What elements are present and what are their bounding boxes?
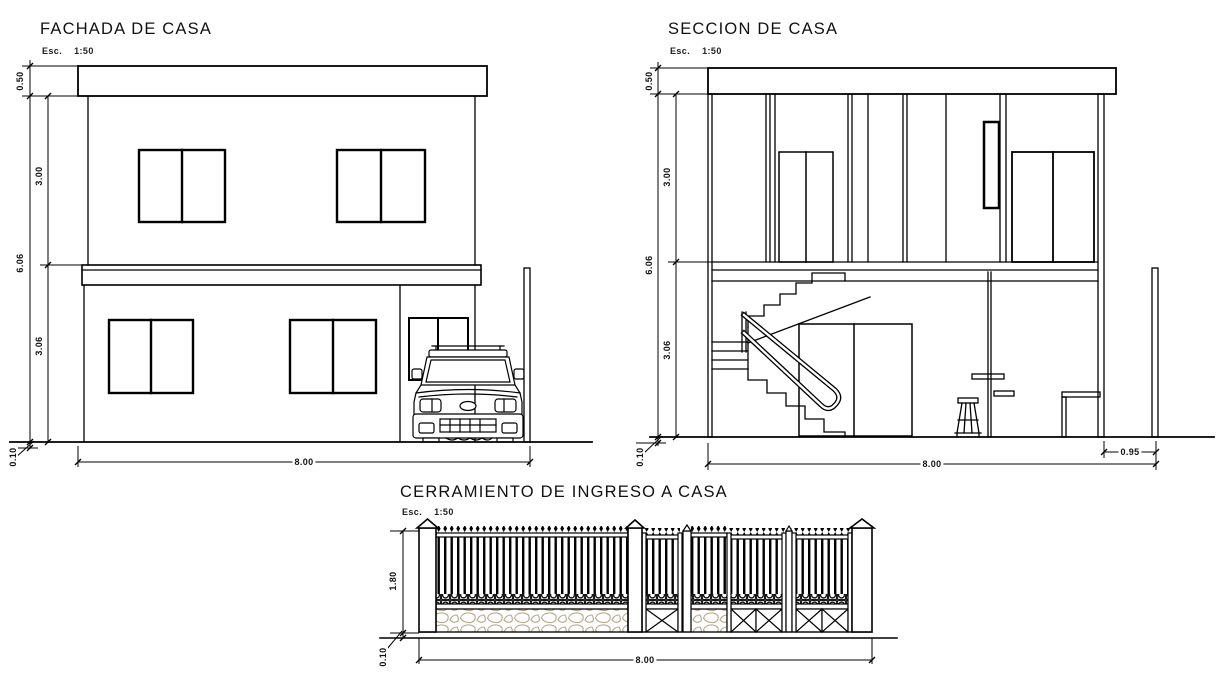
fence-scale	[402, 507, 454, 517]
car-headlight-right	[495, 399, 516, 412]
facade-scale-value: 1:50	[74, 46, 94, 56]
fence-title: CERRAMIENTO DE INGRESO A CASA	[400, 483, 728, 501]
facade-roof-slab	[78, 66, 487, 96]
facade-boundary-post	[524, 268, 530, 442]
fence-mid-post	[683, 531, 691, 632]
car-foglight-right	[502, 423, 517, 433]
facade-dim-ticks	[27, 63, 533, 465]
fence-scale-value: 1:50	[434, 507, 454, 517]
section-dim-side-offset: 0.95	[1120, 447, 1140, 457]
facade-title: FACHADA DE CASA	[40, 20, 213, 38]
facade-upper-window-right	[337, 150, 425, 222]
fence-pillar-right-cap	[850, 519, 874, 528]
section-roof-slab	[708, 68, 1116, 94]
gate-center-post	[786, 531, 792, 632]
facade-drawing	[10, 66, 592, 442]
facade-ground-window-mid	[290, 320, 376, 393]
fence-scale-label: Esc.	[402, 507, 423, 517]
section-right-wall	[1098, 94, 1104, 437]
facade-dim-ground: 3.06	[34, 336, 44, 356]
fence-mid-post-finial	[683, 525, 691, 531]
car-hood	[416, 390, 520, 398]
section-dimensions	[636, 62, 1159, 470]
car	[412, 346, 524, 442]
section-dim-plinth: 0.10	[635, 447, 645, 467]
gate-x-panels	[646, 609, 848, 632]
car-roof	[429, 350, 507, 357]
car-emblem	[460, 402, 476, 411]
facade-scale	[42, 46, 94, 56]
car-mirror-right	[514, 369, 524, 379]
facade-upper-walls	[88, 96, 475, 265]
section-drawing	[650, 68, 1214, 437]
fence-stone-base-left	[436, 609, 628, 632]
section-upper-partitions	[766, 94, 1006, 262]
fence-pillar-right	[852, 528, 872, 632]
section-left-wall	[708, 94, 712, 437]
section-scale-value: 1:50	[702, 46, 722, 56]
bar-shelf	[994, 391, 1014, 396]
pedestrian-gate-stile-right	[678, 533, 682, 632]
bar-furniture	[955, 272, 1100, 437]
facade-dim-total: 6.06	[15, 253, 25, 273]
section-cut-window	[984, 122, 999, 208]
car-headlight-left	[420, 399, 441, 412]
facade-dim-upper: 3.00	[34, 166, 44, 186]
section-upper-window-right	[1012, 152, 1094, 262]
section-boundary-post	[1152, 268, 1158, 437]
fence-dim-height: 1.80	[388, 571, 398, 591]
facade-dim-width: 8.00	[294, 457, 314, 467]
gate-post-finial	[786, 526, 792, 531]
staircase	[712, 273, 870, 437]
section-dim-upper: 3.00	[662, 167, 672, 187]
fence-dim-plinth: 0.10	[378, 647, 388, 667]
stair-handrail	[744, 315, 839, 409]
car-foglight-left	[419, 423, 434, 433]
fence-drawing	[380, 519, 897, 638]
facade-dim-plinth: 0.10	[8, 447, 18, 467]
section-dim-width: 8.00	[922, 459, 942, 469]
section-dim-ground: 3.06	[662, 340, 672, 360]
fence-pillar-left-cap	[417, 519, 438, 528]
facade-ground-window-left	[109, 320, 193, 393]
section-upper-door	[779, 152, 833, 262]
section-dim-total: 6.06	[644, 255, 654, 275]
bar-wall	[988, 272, 991, 437]
facade-floor-slab	[82, 265, 481, 285]
fence-pillar-mid-cap	[626, 520, 644, 528]
fence-pillar-left	[419, 528, 436, 632]
facade-dim-roof: 0.50	[15, 71, 25, 91]
section-scale	[670, 46, 722, 56]
kitchen-counter	[1062, 392, 1100, 437]
fence-pillar-mid	[628, 528, 642, 632]
section-title: SECCION DE CASA	[668, 20, 839, 38]
bar-stool	[955, 398, 981, 437]
section-floor-slab	[712, 262, 1098, 281]
fence-dim-width: 8.00	[635, 655, 655, 665]
car-mirror-left	[412, 369, 422, 379]
section-dim-roof: 0.50	[644, 71, 654, 91]
facade-upper-window-left	[139, 150, 225, 222]
facade-scale-label: Esc.	[42, 46, 63, 56]
section-scale-label: Esc.	[670, 46, 691, 56]
facade-dimensions	[8, 60, 533, 467]
